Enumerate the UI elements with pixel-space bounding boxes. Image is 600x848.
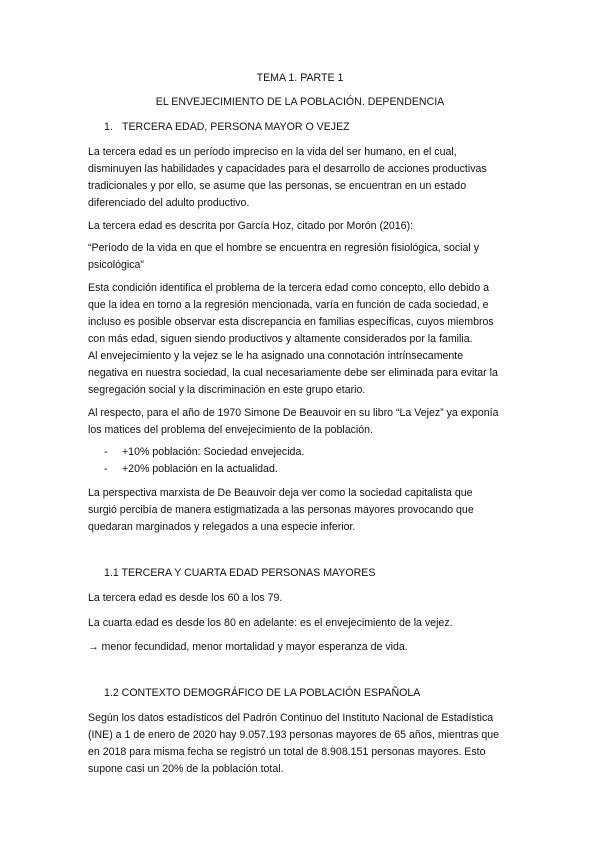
bullet-item <box>104 463 278 475</box>
section-1-number: 1. <box>104 121 113 133</box>
paragraph-6 <box>88 405 518 439</box>
line: La tercera edad es descrita por García Hoz, citado por Morón (2016): <box>88 220 414 232</box>
bullet-dash: - <box>104 446 108 458</box>
bullet-text: +10% población: Sociedad envejecida. <box>122 446 305 458</box>
line: negativa en nuestra sociedad, la cual necesariamente debe ser eliminada para evitar la <box>88 367 498 379</box>
paragraph-9 <box>88 615 518 632</box>
line: con más edad, siguen siendo productivos y altamente considerados por la familia. <box>88 333 473 345</box>
document-subtitle: EL ENVEJECIMIENTO DE LA POBLACIÓN. DEPENDENCIA <box>155 96 445 108</box>
line: La perspectiva marxista de De Beauvoir deja ver como la sociedad capitalista que <box>88 487 473 499</box>
line: La cuarta edad es desde los 80 en adelante: es el envejecimiento de la vejez. <box>88 617 453 629</box>
quote-paragraph <box>88 240 518 274</box>
bullet-dash: - <box>104 463 108 475</box>
paragraph-2 <box>88 218 518 235</box>
section-1-1-heading: 1.1 TERCERA Y CUARTA EDAD PERSONAS MAYORES <box>104 567 376 579</box>
line: quedaran marginados y relegados a una especie inferior. <box>88 521 356 533</box>
bullet-item <box>104 446 304 458</box>
line: los matices del problema del envejecimiento de la población. <box>88 424 374 436</box>
bullet-text: +20% población en la actualidad. <box>122 463 278 475</box>
paragraph-11 <box>88 710 518 778</box>
line: Esta condición identifica el problema de la tercera edad como concepto, ello debido a <box>88 282 490 294</box>
section-1-title: TERCERA EDAD, PERSONA MAYOR O VEJEZ <box>122 121 350 133</box>
section-1-2-heading: 1.2 CONTEXTO DEMOGRÁFICO DE LA POBLACIÓN ESPAÑOLA <box>104 687 421 699</box>
line: Al envejecimiento y la vejez se le ha asignado una connotación intrínsecamente <box>88 350 464 362</box>
line: La tercera edad es un período impreciso en la vida del ser humano, en el cual, <box>88 146 457 158</box>
line: supone casi un 20% de la población total. <box>88 763 284 775</box>
line: La tercera edad es desde los 60 a los 79. <box>88 592 283 604</box>
line: segregación social y la discriminación en este grupo etario. <box>88 384 366 396</box>
section-1-heading <box>104 121 350 133</box>
line: tradicionales y por ello, se asume que las personas, se encuentran en un estado <box>88 180 467 192</box>
document-title: TEMA 1. PARTE 1 <box>256 72 344 84</box>
line: disminuyen las habilidades y capacidades para el desarrollo de acciones productivas <box>88 163 487 175</box>
line: “Período de la vida en que el hombre se encuentra en regresión fisiológica, social y <box>88 242 480 254</box>
line: → menor fecundidad, menor mortalidad y mayor esperanza de vida. <box>88 641 408 653</box>
line: surgió percibía de manera estigmatizada a las personas mayores provocando que <box>88 504 474 516</box>
paragraph-10 <box>88 639 518 656</box>
paragraph-5 <box>88 348 518 399</box>
line: Según los datos estadísticos del Padrón Continuo del Instituto Nacional de Estadística <box>88 712 494 724</box>
line: en 2018 para misma fecha se registró un total de 8.908.151 personas mayores. Esto <box>88 746 486 758</box>
line: diferenciado del adulto productivo. <box>88 197 250 209</box>
paragraph-8 <box>88 590 518 607</box>
line: psicológica” <box>88 259 144 271</box>
line: que la idea en torno a la regresión mencionada, varía en función de cada sociedad, e <box>88 299 489 311</box>
paragraph-4 <box>88 280 518 348</box>
line: incluso es posible observar esta discrepancia en familias específicas, cuyos miembros <box>88 316 494 328</box>
line: Al respecto, para el año de 1970 Simone De Beauvoir en su libro “La Vejez” ya exponía <box>88 407 499 419</box>
line: (INE) a 1 de enero de 2020 hay 9.057.193 personas mayores de 65 años, mientras que <box>88 729 500 741</box>
paragraph-7 <box>88 485 518 536</box>
paragraph-1 <box>88 144 518 212</box>
